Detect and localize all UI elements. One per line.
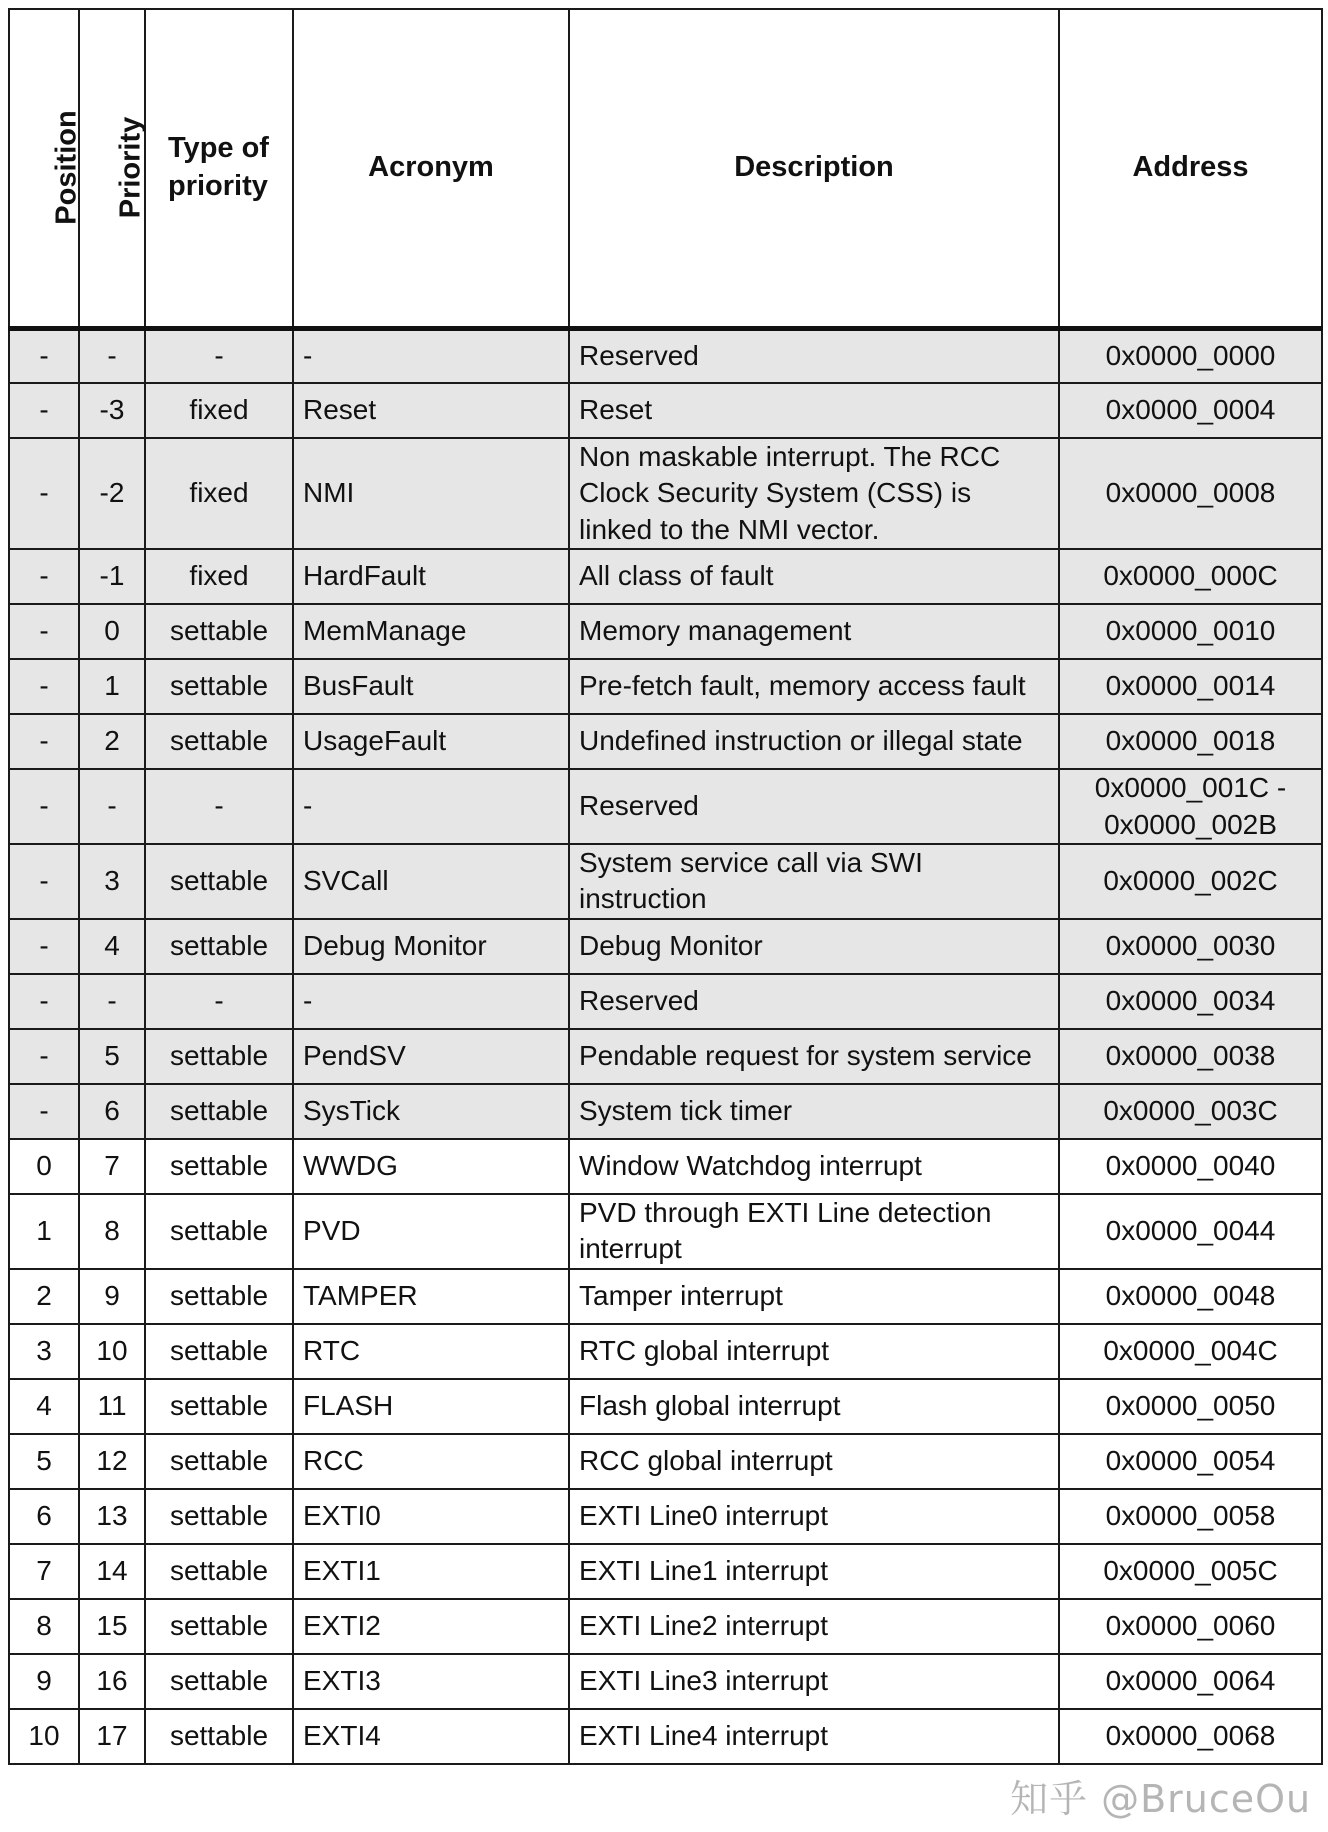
- cell-priority: -: [79, 328, 145, 383]
- cell-acronym: PVD: [293, 1194, 569, 1269]
- cell-type: fixed: [145, 383, 293, 438]
- cell-type: -: [145, 974, 293, 1029]
- cell-description: Reserved: [569, 974, 1059, 1029]
- cell-description: EXTI Line1 interrupt: [569, 1544, 1059, 1599]
- cell-description: Tamper interrupt: [569, 1269, 1059, 1324]
- cell-description: All class of fault: [569, 549, 1059, 604]
- cell-address: 0x0000_0054: [1059, 1434, 1322, 1489]
- cell-type: settable: [145, 604, 293, 659]
- table-row: [9, 844, 1322, 919]
- cell-type: fixed: [145, 549, 293, 604]
- header-type-line2: priority: [168, 169, 268, 202]
- cell-address: 0x0000_0058: [1059, 1489, 1322, 1544]
- table-row: [9, 1434, 1322, 1489]
- cell-acronym: EXTI0: [293, 1489, 569, 1544]
- cell-type: settable: [145, 1324, 293, 1379]
- vector-table: [8, 8, 1323, 1765]
- cell-priority: 4: [79, 919, 145, 974]
- table-body: [9, 328, 1322, 1764]
- cell-position: -: [9, 383, 79, 438]
- header-position-label: Position: [50, 110, 83, 225]
- cell-acronym: PendSV: [293, 1029, 569, 1084]
- cell-address: 0x0000_0038: [1059, 1029, 1322, 1084]
- table-header: [9, 9, 1322, 328]
- cell-acronym: SVCall: [293, 844, 569, 919]
- cell-description: Pendable request for system service: [569, 1029, 1059, 1084]
- cell-address: 0x0000_001C - 0x0000_002B: [1059, 769, 1322, 844]
- table-row: [9, 1269, 1322, 1324]
- cell-acronym: FLASH: [293, 1379, 569, 1434]
- cell-address: 0x0000_0060: [1059, 1599, 1322, 1654]
- cell-position: -: [9, 769, 79, 844]
- cell-position: 6: [9, 1489, 79, 1544]
- cell-type: settable: [145, 844, 293, 919]
- cell-description: Undefined instruction or illegal state: [569, 714, 1059, 769]
- cell-address: 0x0000_004C: [1059, 1324, 1322, 1379]
- cell-type: fixed: [145, 438, 293, 549]
- cell-acronym: -: [293, 769, 569, 844]
- cell-description: Memory management: [569, 604, 1059, 659]
- cell-position: -: [9, 604, 79, 659]
- table-row: [9, 1654, 1322, 1709]
- cell-priority: 1: [79, 659, 145, 714]
- cell-position: 2: [9, 1269, 79, 1324]
- table-row: [9, 328, 1322, 383]
- table-row: [9, 1379, 1322, 1434]
- cell-description: EXTI Line4 interrupt: [569, 1709, 1059, 1764]
- cell-address: 0x0000_0068: [1059, 1709, 1322, 1764]
- header-description: Description: [569, 9, 1059, 328]
- cell-acronym: NMI: [293, 438, 569, 549]
- cell-acronym: EXTI4: [293, 1709, 569, 1764]
- cell-acronym: Reset: [293, 383, 569, 438]
- cell-priority: 13: [79, 1489, 145, 1544]
- table-row: [9, 1324, 1322, 1379]
- table-row: [9, 769, 1322, 844]
- cell-priority: 16: [79, 1654, 145, 1709]
- cell-position: 4: [9, 1379, 79, 1434]
- cell-type: settable: [145, 1654, 293, 1709]
- table-row: [9, 1599, 1322, 1654]
- cell-acronym: RTC: [293, 1324, 569, 1379]
- cell-description: RTC global interrupt: [569, 1324, 1059, 1379]
- cell-address: 0x0000_003C: [1059, 1084, 1322, 1139]
- cell-position: 3: [9, 1324, 79, 1379]
- cell-type: settable: [145, 1489, 293, 1544]
- cell-description: Reset: [569, 383, 1059, 438]
- cell-priority: -: [79, 974, 145, 1029]
- cell-address: 0x0000_0004: [1059, 383, 1322, 438]
- cell-position: -: [9, 328, 79, 383]
- cell-description: System service call via SWI instruction: [569, 844, 1059, 919]
- header-row: [9, 9, 1322, 328]
- cell-position: 5: [9, 1434, 79, 1489]
- cell-position: -: [9, 1029, 79, 1084]
- cell-type: settable: [145, 1379, 293, 1434]
- cell-type: settable: [145, 1029, 293, 1084]
- cell-acronym: -: [293, 974, 569, 1029]
- cell-type: settable: [145, 919, 293, 974]
- table-row: [9, 438, 1322, 549]
- cell-position: -: [9, 1084, 79, 1139]
- table-row: [9, 1194, 1322, 1269]
- cell-acronym: TAMPER: [293, 1269, 569, 1324]
- cell-description: Debug Monitor: [569, 919, 1059, 974]
- header-priority-label: Priority: [114, 116, 147, 219]
- table-row: [9, 1029, 1322, 1084]
- cell-type: settable: [145, 1084, 293, 1139]
- cell-address: 0x0000_0044: [1059, 1194, 1322, 1269]
- cell-position: -: [9, 438, 79, 549]
- cell-priority: 11: [79, 1379, 145, 1434]
- cell-description: Window Watchdog interrupt: [569, 1139, 1059, 1194]
- table-row: [9, 1544, 1322, 1599]
- cell-type: settable: [145, 1709, 293, 1764]
- cell-address: 0x0000_0014: [1059, 659, 1322, 714]
- cell-acronym: HardFault: [293, 549, 569, 604]
- cell-priority: -1: [79, 549, 145, 604]
- cell-description: Reserved: [569, 328, 1059, 383]
- cell-priority: 14: [79, 1544, 145, 1599]
- table-row: [9, 1489, 1322, 1544]
- cell-priority: 2: [79, 714, 145, 769]
- cell-acronym: WWDG: [293, 1139, 569, 1194]
- table-row: [9, 714, 1322, 769]
- cell-position: -: [9, 844, 79, 919]
- table-row: [9, 549, 1322, 604]
- table-row: [9, 919, 1322, 974]
- cell-acronym: -: [293, 328, 569, 383]
- cell-address: 0x0000_002C: [1059, 844, 1322, 919]
- cell-acronym: Debug Monitor: [293, 919, 569, 974]
- cell-type: settable: [145, 1269, 293, 1324]
- cell-address: 0x0000_005C: [1059, 1544, 1322, 1599]
- cell-priority: 7: [79, 1139, 145, 1194]
- cell-priority: 15: [79, 1599, 145, 1654]
- table-row: [9, 383, 1322, 438]
- cell-description: System tick timer: [569, 1084, 1059, 1139]
- cell-address: 0x0000_0034: [1059, 974, 1322, 1029]
- cell-priority: 0: [79, 604, 145, 659]
- cell-position: -: [9, 974, 79, 1029]
- cell-description: Reserved: [569, 769, 1059, 844]
- cell-description: Pre-fetch fault, memory access fault: [569, 659, 1059, 714]
- cell-description: RCC global interrupt: [569, 1434, 1059, 1489]
- cell-address: 0x0000_0030: [1059, 919, 1322, 974]
- cell-address: 0x0000_0008: [1059, 438, 1322, 549]
- cell-address: 0x0000_0064: [1059, 1654, 1322, 1709]
- table-row: [9, 1084, 1322, 1139]
- cell-position: 0: [9, 1139, 79, 1194]
- cell-description: PVD through EXTI Line detection interrupt: [569, 1194, 1059, 1269]
- cell-priority: -2: [79, 438, 145, 549]
- cell-acronym: UsageFault: [293, 714, 569, 769]
- cell-type: settable: [145, 1194, 293, 1269]
- header-address: Address: [1059, 9, 1322, 328]
- cell-position: 7: [9, 1544, 79, 1599]
- cell-priority: 8: [79, 1194, 145, 1269]
- cell-priority: 3: [79, 844, 145, 919]
- cell-type: -: [145, 328, 293, 383]
- header-type-of-priority: [145, 9, 293, 328]
- cell-position: 1: [9, 1194, 79, 1269]
- cell-type: settable: [145, 1434, 293, 1489]
- cell-type: settable: [145, 1544, 293, 1599]
- cell-address: 0x0000_0018: [1059, 714, 1322, 769]
- watermark: 知乎 @BruceOu: [1010, 1777, 1312, 1821]
- cell-position: 10: [9, 1709, 79, 1764]
- cell-type: -: [145, 769, 293, 844]
- cell-position: -: [9, 919, 79, 974]
- table-row: [9, 1709, 1322, 1764]
- cell-position: -: [9, 659, 79, 714]
- table-row: [9, 659, 1322, 714]
- cell-address: 0x0000_0010: [1059, 604, 1322, 659]
- cell-description: EXTI Line0 interrupt: [569, 1489, 1059, 1544]
- cell-address: 0x0000_0048: [1059, 1269, 1322, 1324]
- cell-acronym: EXTI1: [293, 1544, 569, 1599]
- cell-position: -: [9, 549, 79, 604]
- cell-description: Non maskable interrupt. The RCC Clock Security System (CSS) is linked to the NMI vector.: [569, 438, 1059, 549]
- cell-address: 0x0000_000C: [1059, 549, 1322, 604]
- table-row: [9, 604, 1322, 659]
- cell-description: Flash global interrupt: [569, 1379, 1059, 1434]
- cell-address: 0x0000_0040: [1059, 1139, 1322, 1194]
- cell-position: -: [9, 714, 79, 769]
- cell-priority: 17: [79, 1709, 145, 1764]
- cell-address: 0x0000_0000: [1059, 328, 1322, 383]
- cell-type: settable: [145, 1599, 293, 1654]
- cell-type: settable: [145, 714, 293, 769]
- cell-priority: 9: [79, 1269, 145, 1324]
- cell-description: EXTI Line2 interrupt: [569, 1599, 1059, 1654]
- header-position: [9, 9, 83, 328]
- cell-acronym: BusFault: [293, 659, 569, 714]
- cell-acronym: RCC: [293, 1434, 569, 1489]
- cell-priority: 5: [79, 1029, 145, 1084]
- cell-position: 8: [9, 1599, 79, 1654]
- cell-priority: 12: [79, 1434, 145, 1489]
- cell-position: 9: [9, 1654, 79, 1709]
- table-row: [9, 974, 1322, 1029]
- cell-priority: -3: [79, 383, 145, 438]
- cell-address: 0x0000_0050: [1059, 1379, 1322, 1434]
- cell-acronym: MemManage: [293, 604, 569, 659]
- cell-priority: -: [79, 769, 145, 844]
- cell-acronym: EXTI3: [293, 1654, 569, 1709]
- cell-acronym: EXTI2: [293, 1599, 569, 1654]
- header-priority: [79, 9, 145, 328]
- cell-type: settable: [145, 1139, 293, 1194]
- header-type-line1: Type of: [168, 132, 269, 165]
- cell-priority: 10: [79, 1324, 145, 1379]
- cell-acronym: SysTick: [293, 1084, 569, 1139]
- cell-type: settable: [145, 659, 293, 714]
- header-acronym: Acronym: [293, 9, 569, 328]
- table-row: [9, 1139, 1322, 1194]
- cell-description: EXTI Line3 interrupt: [569, 1654, 1059, 1709]
- cell-priority: 6: [79, 1084, 145, 1139]
